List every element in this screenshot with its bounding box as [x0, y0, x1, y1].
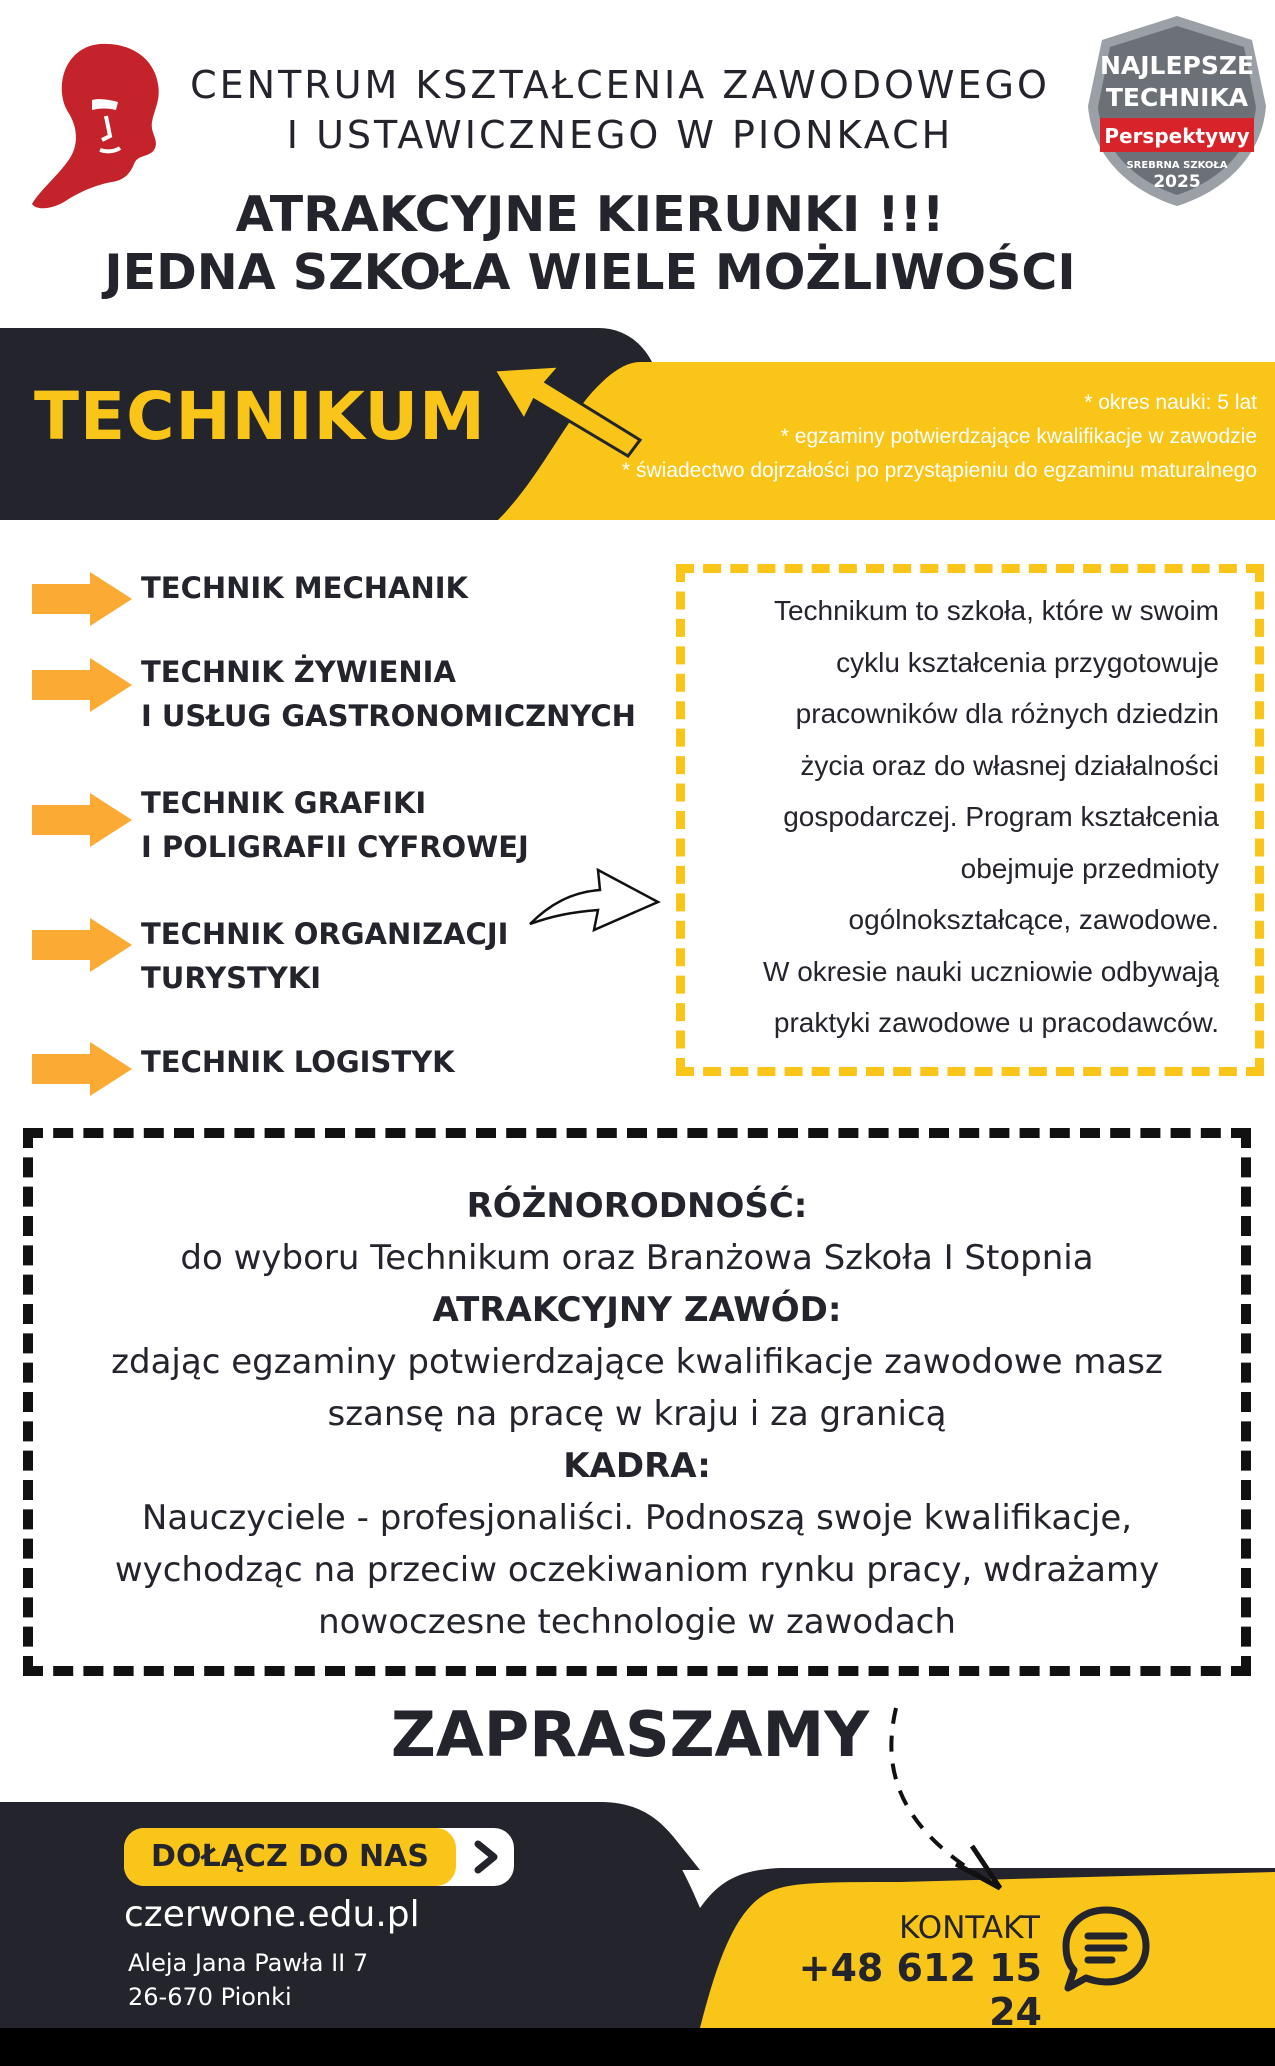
orange-arrow-icon	[30, 791, 134, 849]
badge-line1: NAJLEPSZE	[1099, 51, 1255, 80]
staff-text-3: nowoczesne technologie w zawodach	[318, 1602, 956, 1642]
description-line: Technikum to szkoła, które w swoim	[773, 595, 1219, 626]
address-line1: Aleja Jana Pawła II 7	[128, 1949, 369, 1977]
headline-line2: JEDNA SZKOŁA WIELE MOŻLIWOŚCI	[104, 244, 1076, 301]
chat-bubble-icon	[1060, 1902, 1152, 1994]
course-label-line2: I USŁUG GASTRONOMICZNYCH	[141, 699, 636, 733]
contact-phone[interactable]: +48 612 15 24	[798, 1946, 1042, 2034]
note-duration: * okres nauki: 5 lat	[1084, 391, 1257, 414]
profession-text-2: szansę na pracę w kraju i za granicą	[327, 1394, 947, 1434]
note-exams: * egzaminy potwierdzające kwalifikacje w zawodzie	[780, 425, 1257, 448]
description-line: gospodarczej. Program kształcenia	[783, 801, 1219, 832]
school-name-line1: CENTRUM KSZTAŁCENIA ZAWODOWEGO	[190, 63, 1050, 107]
course-label-line2: TURYSTYKI	[141, 961, 322, 995]
badge-year: 2025	[1153, 172, 1201, 192]
course-label: TECHNIK LOGISTYK	[141, 1045, 455, 1079]
orange-arrow-icon	[30, 656, 134, 714]
profession-text-1: zdając egzaminy potwierdzające kwalifikacje zawodowe masz	[111, 1342, 1163, 1382]
invite-heading: ZAPRASZAMY	[390, 1698, 870, 1771]
chevron-right-icon	[466, 1838, 506, 1876]
description-line: pracowników dla różnych dziedzin	[795, 698, 1219, 729]
technikum-title: TECHNIKUM	[34, 378, 486, 455]
school-name	[150, 60, 1090, 160]
badge-line2: TECHNIKA	[1105, 83, 1249, 112]
technikum-notes	[477, 386, 1257, 488]
badge-ribbon: Perspektywy	[1104, 124, 1250, 148]
description-line: życia oraz do własnej działalności	[800, 749, 1219, 781]
staff-heading: KADRA:	[563, 1446, 711, 1486]
technikum-description	[676, 564, 1264, 1076]
staff-text-2: wychodząc na przeciw oczekiwaniom rynku pracy, wdrażamy	[114, 1550, 1160, 1590]
course-label: TECHNIK ORGANIZACJI	[141, 917, 509, 951]
najlepsze-technika-badge	[1082, 10, 1272, 210]
course-label: TECHNIK MECHANIK	[141, 571, 468, 605]
badge-line3: SREBRNA SZKOŁA	[1126, 160, 1228, 171]
headline	[90, 186, 1090, 302]
profession-heading: ATRAKCYJNY ZAWÓD:	[432, 1290, 842, 1330]
course-label: TECHNIK ŻYWIENIA	[141, 655, 456, 689]
staff-text-1: Nauczyciele - profesjonaliści. Podnoszą swoje kwalifikacje,	[141, 1498, 1133, 1538]
orange-arrow-icon	[30, 1040, 134, 1098]
description-line: ogólnokształcące, zawodowe.	[848, 904, 1219, 935]
course-label: TECHNIK GRAFIKI	[141, 786, 427, 820]
description-line: cyklu kształcenia przygotowuje	[836, 646, 1219, 678]
website-link[interactable]: czerwone.edu.pl	[124, 1894, 420, 1935]
description-line: W okresie nauki uczniowie odbywają	[763, 955, 1219, 987]
advantages-box	[23, 1128, 1251, 1676]
diversity-heading: RÓŻNORODNOŚĆ:	[466, 1186, 808, 1226]
headline-line1: ATRAKCYJNE KIERUNKI !!!	[235, 186, 945, 243]
description-line: obejmuje przedmioty	[960, 852, 1219, 884]
contact-label: KONTAKT	[899, 1910, 1040, 1946]
description-line: praktyki zawodowe u pracodawców.	[773, 1007, 1219, 1038]
dashed-curve-arrow-icon	[860, 1700, 1020, 1900]
join-button-label: DOŁĄCZ DO NAS	[124, 1828, 456, 1886]
join-button[interactable]	[124, 1828, 514, 1886]
course-label-line2: I POLIGRAFII CYFROWEJ	[141, 830, 529, 864]
outline-arrow-icon	[528, 866, 664, 944]
orange-arrow-icon	[30, 916, 134, 974]
orange-arrow-icon	[30, 570, 134, 628]
diversity-text: do wyboru Technikum oraz Branżowa Szkoła I Stopnia	[180, 1238, 1094, 1278]
note-matura: * świadectwo dojrzałości po przystąpieniu do egzaminu maturalnego	[621, 459, 1257, 482]
school-logo-icon	[30, 40, 170, 210]
school-name-line2: I USTAWICZNEGO W PIONKACH	[286, 113, 954, 157]
address	[128, 1946, 368, 2014]
address-line2: 26-670 Pionki	[128, 1983, 292, 2011]
